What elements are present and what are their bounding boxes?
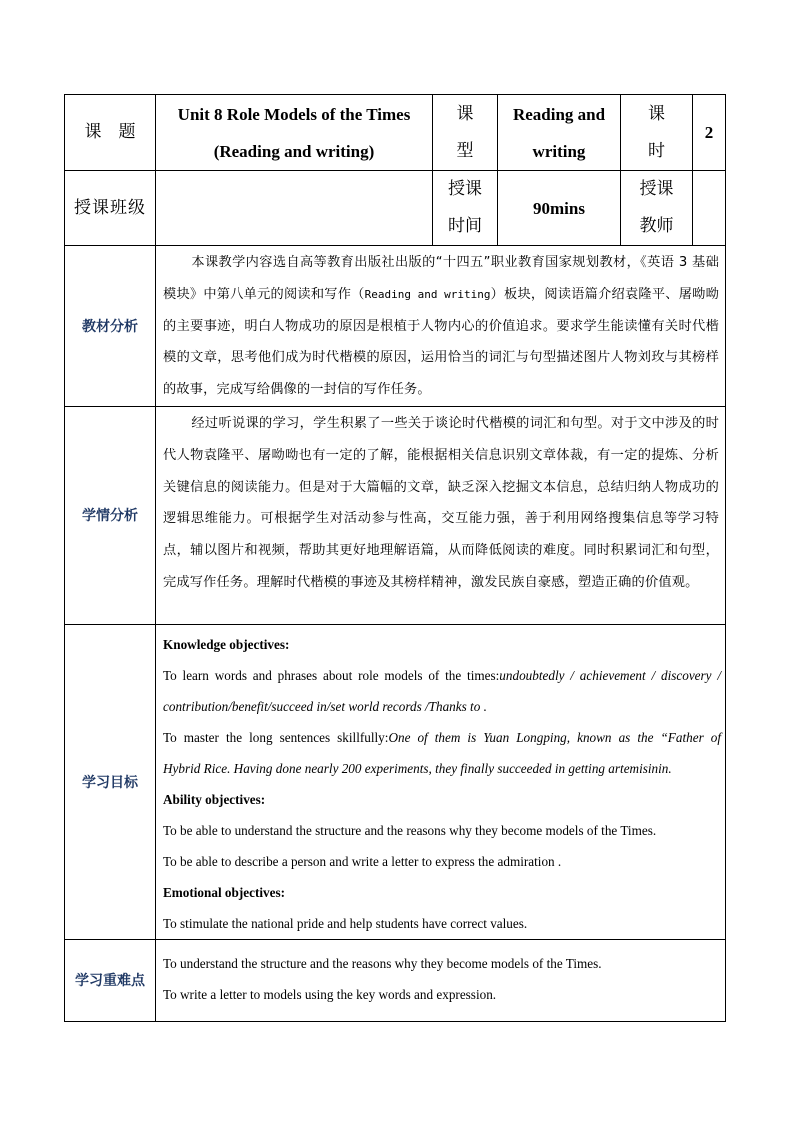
student-analysis-label: 学情分析 (82, 508, 138, 525)
hours-label-2: 时 (648, 140, 665, 161)
k2-line-2: Hybrid Rice. Having done nearly 200 experiments, they finally succeeded in getting artemisinin. (163, 760, 672, 776)
class-label: 授课班级 (74, 197, 146, 218)
time-label-2: 时间 (448, 216, 482, 236)
k1-line-2: contribution/benefit/succeed in/set world records /Thanks to . (163, 698, 487, 714)
type-value-cell (498, 95, 621, 171)
student-analysis-cell (156, 406, 726, 624)
textbook-label-cell (65, 246, 156, 407)
keypoints-label-cell (65, 939, 156, 1021)
hours-label-cell (621, 95, 693, 171)
textbook-analysis-row (65, 246, 726, 407)
objectives-label-cell (65, 624, 156, 939)
time-label-cell (433, 171, 498, 246)
learning-objectives-label: 学习目标 (82, 774, 138, 791)
header-row (65, 95, 726, 171)
k1-prefix: To learn words and phrases about role models of the times: (163, 667, 500, 683)
type-label-2: 型 (456, 140, 474, 161)
keypoints-block (156, 940, 725, 1010)
textbook-text-part-2: ）板块，阅读语篇介绍袁隆平、屠呦呦的主要事迹，明白人物成功的原因是根植于人物内心的价值追求。要求学生能读懂有关时代楷模的文章，思考他们成为时代楷模的原因，运用恰当的词汇与句型描述图片人物刘玫与其榜样的故事，完成写给偶像的一封信的写作任务。 (163, 286, 719, 398)
student-analysis-text: 经过听说课的学习，学生积累了一些关于谈论时代楷模的词汇和句型。对于文中涉及的时代人物袁隆平、屠呦呦也有一定的了解，能根据相关信息识别文章体裁，有一定的提炼、分析关键信息的阅读能力。但是对于大篇幅的文章，缺乏深入挖掘文本信息，总结归纳人物成功的逻辑思维能力。可根据学生对活动参与性高，交互能力强，善于利用网络搜集信息等学习特点，辅以图片和视频，帮助其更好地理解语篇，从而降低阅读的难度。同时积累词汇和句型，完成写作任务。理解时代楷模的事迹及其榜样精神，激发民族自豪感，塑造正确的价值观。 (163, 415, 719, 590)
key-points-cell (156, 939, 726, 1021)
teacher-label-1: 授课 (639, 179, 674, 199)
teacher-value-cell (693, 171, 726, 246)
topic-label-cell (65, 95, 156, 171)
textbook-analysis-text (156, 246, 725, 406)
learning-objectives-row (65, 624, 726, 939)
type-line-1: Reading and (512, 104, 606, 124)
hours-label-1: 课 (648, 103, 665, 124)
emotional-objective-1: To stimulate the national pride and help students have correct values. (163, 915, 528, 931)
teacher-label-2: 教师 (639, 216, 674, 236)
textbook-analysis-label: 教材分析 (82, 318, 138, 335)
knowledge-objective-2 (163, 722, 721, 753)
key-difficult-points-label: 学习重难点 (75, 973, 145, 990)
type-label-1: 课 (456, 103, 474, 124)
hours-value: 2 (704, 123, 714, 142)
lesson-plan-table (64, 94, 726, 1022)
knowledge-objective-2-cont (163, 753, 721, 784)
class-label-cell (65, 171, 156, 246)
time-label-1: 授课 (448, 179, 482, 199)
emotional-objectives-title: Emotional objectives: (163, 884, 285, 900)
time-value: 90mins (533, 198, 585, 218)
textbook-analysis-cell (156, 246, 726, 407)
time-value-cell (498, 171, 621, 246)
key-point-2: To write a letter to models using the key words and expression. (163, 986, 497, 1002)
learning-objectives-cell (156, 624, 726, 939)
k2-italic: One of them is Yuan Longping, known as the “Father of (388, 729, 721, 745)
teacher-label-cell (621, 171, 693, 246)
type-label-cell (433, 95, 498, 171)
objectives-block (156, 625, 725, 939)
topic-line-1: Unit 8 Role Models of the Times (177, 104, 411, 124)
student-analysis-row (65, 406, 726, 624)
topic-line-2: (Reading and writing) (213, 141, 375, 161)
students-label-cell (65, 406, 156, 624)
knowledge-objectives-title: Knowledge objectives: (163, 636, 290, 652)
topic-value-cell (156, 95, 433, 171)
k2-prefix: To master the long sentences skillfully: (163, 729, 389, 745)
hours-value-cell (693, 95, 726, 171)
key-point-1: To understand the structure and the reasons why they become models of the Times. (163, 955, 602, 971)
knowledge-objective-1-cont (163, 691, 721, 722)
class-value-cell (156, 171, 433, 246)
ability-objective-1: To be able to understand the structure and the reasons why they become models of the Times. (163, 822, 657, 838)
k1-italic: undoubtedly / achievement / discovery / (499, 667, 721, 683)
knowledge-objective-1 (163, 660, 721, 691)
ability-objective-2: To be able to describe a person and write a letter to express the admiration . (163, 853, 562, 869)
class-info-row (65, 171, 726, 246)
textbook-text-english: Reading and writing (364, 287, 491, 301)
key-points-row (65, 939, 726, 1021)
type-line-2: writing (532, 141, 586, 161)
topic-label: 课 题 (84, 122, 136, 142)
ability-objectives-title: Ability objectives: (163, 791, 266, 807)
textbook-text-part-1: 本课教学内容选自高等教育出版社出版的“十四五”职业教育国家规划教材，《英语 3 基础模块》中第八单元的阅读和写作（ (163, 255, 719, 302)
